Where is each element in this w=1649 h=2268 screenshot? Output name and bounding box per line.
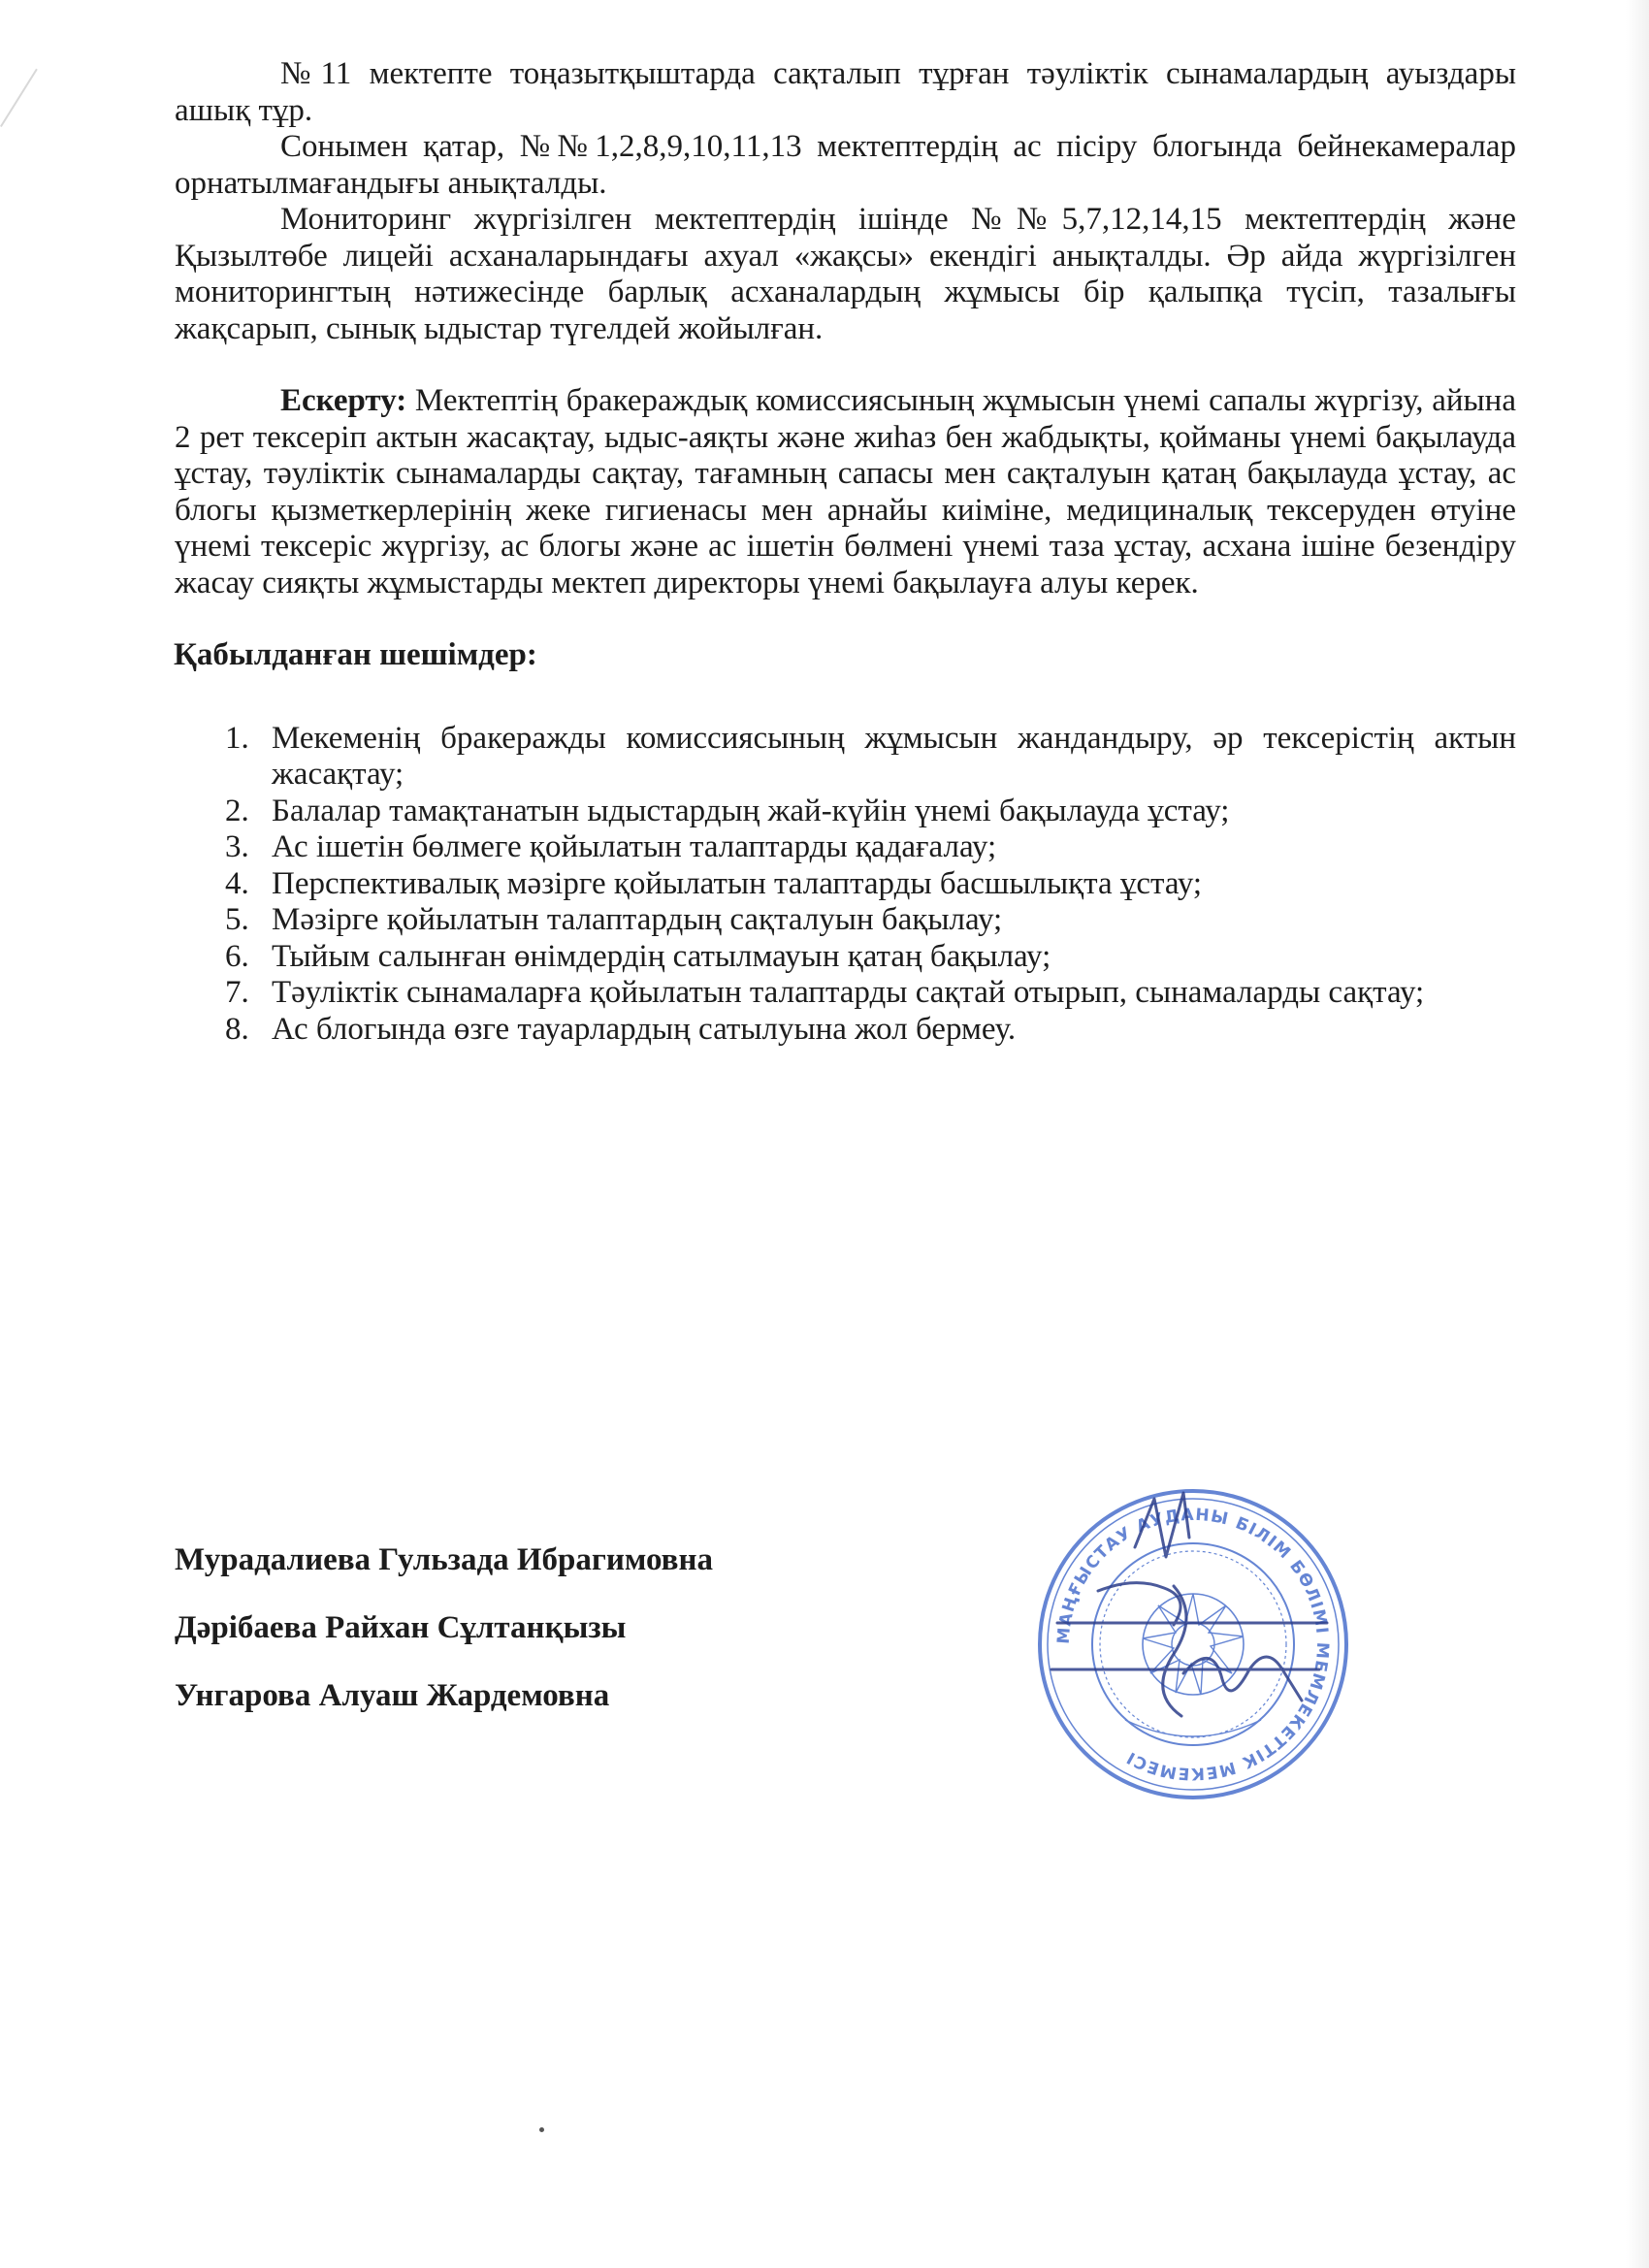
official-stamp-icon: [1028, 1479, 1358, 1809]
paragraph-cameras: Сонымен қатар, №№1,2,8,9,10,11,13 мектептердің ас пісіру блогында бейнекамералар орнатылмағандығы анықталды.: [175, 129, 1516, 201]
spacer: [175, 601, 1516, 637]
note-label: Ескерту:: [280, 383, 407, 418]
signatories-block: [175, 1542, 713, 1746]
list-item: 7. Тәуліктік сынамаларға қойылатын талаптарды сақтай отырып, сынамаларды сақтау;: [225, 975, 1425, 1010]
scan-edge-shadow: [1626, 0, 1649, 2268]
note-paragraph: [175, 383, 1516, 601]
note-text: Мектептің бракераждық комиссиясының жұмысын үнемі сапалы жүргізу, айына 2 рет тексеріп актын жасақтау, ыдыс-аяқты және жиһаз бен жабдықты, қойманы үнемі бақылауда ұстау, тәуліктік сынамаларды сақтау, тағамның сапасы мен сақталуын қатаң бақылауда ұстау, ас блогы қызметкерлерінің жеке гигиенасы мен арнайы киіміне, медициналық тексеруден өтуіне үнемі тексеріс жүргізу, ас блогы және ас ішетін бөлмені үнемі таза ұстау, асхана ішіне безендіру жасау сияқты жұмыстарды мектеп директоры үнемі бақылауға алуы керек.: [175, 383, 1516, 600]
spacer: [175, 347, 1516, 383]
scan-artifact-line: [0, 69, 38, 127]
paragraph-fridge-samples: №11 мектепте тоңазытқыштарда сақталып тұрған тәуліктік сынамалардың ауыздары ашық тұр.: [175, 56, 1516, 128]
document-body: [175, 56, 1516, 1048]
list-item: 1. Мекеменің бракеражды комиссиясының жұмысын жандандыру, әр тексерістің актын жасақтау;: [225, 720, 1516, 792]
paragraph-monitoring: Мониторинг жүргізілген мектептердің ішінде №№5,7,12,14,15 мектептердің және Қызылтөбе лицейі асханаларындағы ахуал «жақсы» екендігі анықталды. Әр айда жүргізілген мониторингтың нәтижесінде барлық асханалардың жұмысы бір қалыпқа түсіп, тазалығы жақсарып, сынық ыдыстар түгелдей жойылған.: [175, 202, 1516, 346]
decisions-list: [175, 721, 1516, 1049]
scan-speck: [539, 2127, 544, 2132]
signatory-name: Мурадалиева Гульзада Ибрагимовна: [175, 1542, 713, 1577]
decisions-heading: Қабылданған шешімдер:: [174, 637, 537, 672]
list-item: 2. Балалар тамақтанатын ыдыстардың жай-күйін үнемі бақылауда ұстау;: [225, 793, 1230, 828]
list-item: 4. Перспективалық мәзірге қойылатын талаптарды басшылықта ұстау;: [225, 865, 1203, 901]
list-item: 5. Мәзірге қойылатын талаптардың сақталуын бақылау;: [225, 902, 1003, 937]
list-item: 3. Ас ішетін бөлмеге қойылатын талаптарды қадағалау;: [225, 829, 997, 864]
stamp-ring-text: МАҢҒЫСТАУ АУДАНЫ БІЛІМ БӨЛІМІ МЕМЛЕКЕТТІК МЕКЕМЕСІ: [1053, 1505, 1333, 1784]
list-item: 6. Тыйым салынған өнімдердің сатылмауын қатаң бақылау;: [225, 938, 1051, 974]
signatory-name: Дәрібаева Райхан Сұлтанқызы: [175, 1610, 627, 1645]
signatory-name: Унгарова Алуаш Жардемовна: [175, 1678, 610, 1713]
spacer: [175, 674, 1516, 721]
list-item: 8. Ас блогында өзге тауарлардың сатылуына жол бермеу.: [225, 1011, 1017, 1047]
svg-text:МАҢҒЫСТАУ АУДАНЫ БІЛІМ БӨЛІМІ: [1054, 1506, 1333, 1783]
